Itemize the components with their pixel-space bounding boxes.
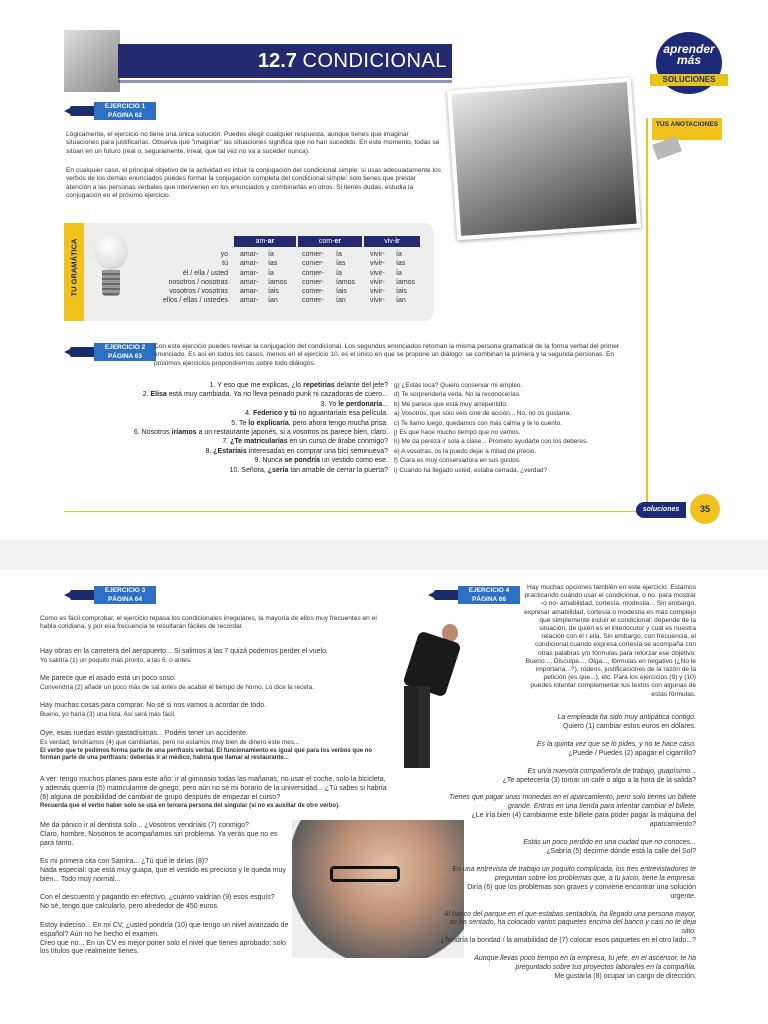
situation-answer: ¿Sabría (5) decirme dónde está la calle del Sol? [546,847,696,855]
aprender-mas-badge [650,30,730,94]
sentence-verb: Federico y tú [252,410,297,418]
pen-icon [434,590,460,600]
exercise-2-page: PÁGINA 63 [107,352,143,360]
section-title-bar [118,44,452,78]
pen-icon [70,347,96,357]
sentence-row [64,419,388,428]
sentence-text: un vestido como ese. [319,457,388,465]
dialogue-line: Hay obras en la carretera del aeropuerto... Si salimos a las 7 quizá podemos perder el vuelo. [40,648,328,655]
dialogue-line: Nada especial: que está muy guapa, que el vestido es precioso y le queda muy bien... Todo muy normal... [40,866,286,883]
dialogue-1 [40,648,380,666]
man-leg [418,686,430,768]
notes-tag: TUS ANOTACIONES [652,118,722,140]
answer-row: i) Cuando ha llegado usted, estaba cerrada, ¿verdad? [394,466,548,474]
stem-cell: comer- [302,251,324,258]
exercise-2-number: EJERCICIO 2 [104,344,146,351]
ending-cell: ías [336,260,346,268]
situation-answer: ¿Puede / Puedes (2) apagar el cigarrillo? [568,749,696,757]
answer-row: f) Clara es muy conservadora en sus gustos. [394,457,521,465]
bulb-base [102,270,120,296]
sentence-text: tan amable de cerrar la puerta? [288,466,388,474]
situation-text: En una entrevista de trabajo un poquito complicada, los tres entrevistadores te preguntan sobre los problemas que, a tu juicio, tiene la empresa. [452,865,696,882]
dialogue-8 [40,894,300,912]
situation-text: Es la quinta vez que se lo pides, y no te hace caso. [536,740,696,748]
stem-cell: vivir- [370,269,385,277]
situation-item [440,911,696,947]
sentence-text: delante del jefe? [334,382,388,389]
bulb-glass [94,232,128,270]
header-ar [234,236,296,247]
light-bulb-icon [88,230,134,314]
sentence-verb: lo explicaría [248,419,289,427]
header-ar-stem: am- [255,238,268,245]
sentence-row [64,437,388,446]
man-leg [404,686,418,768]
dialogue-7 [40,858,290,884]
ending-cell: ían [268,297,278,305]
dialogue-line: Es verdad, tendríamos (4) que cambiarlas, pero no estamos muy bien de dinero este mes... [40,738,300,746]
sentence-row [64,456,388,465]
badge-subtitle: SOLUCIONES [650,74,728,86]
sentence-text: en un curso de árabe conmigo? [287,438,388,446]
section-number: 12.7 [258,50,297,72]
ending-cell: íamos [336,278,356,286]
situation-answer: Diría (6) que los problemas son graves y conviene encontrar una solución urgente. [467,883,696,900]
nervous-man-photo [292,820,464,958]
dialogue-line: Creo que no... En un CV es mejor poner solo el nivel que tienes aprobado; solo los títulos que realmente tienes. [40,939,286,956]
person-row: vosotros / vosotras [169,288,228,296]
exercise-4-items [440,714,696,991]
stem-cell: vivir- [370,260,385,268]
situation-text: Estás un poco perdido en una ciudad que no conoces... [523,839,696,847]
situation-item [440,866,696,902]
ending-cell: ía [336,251,342,258]
grammar-strip [64,223,84,321]
header-ir-ending: ir [395,238,400,245]
er-endings-column [336,250,355,306]
stem-cell: amar- [240,260,259,268]
page-number: 35 [690,494,720,524]
persons-column [136,250,228,306]
badge-title: aprender más [663,42,715,67]
stem-cell: vivir- [370,288,385,296]
stem-cell: comer- [302,260,324,268]
ending-cell: ías [268,260,278,268]
dialogue-line: Me da pánico ir al dentista solo... ¿Vosotros vendríais (7) conmigo? [40,822,249,829]
person-row: tú [222,260,228,268]
situation-item [440,794,696,830]
ir-endings-column [396,250,415,306]
ending-cell: íais [396,288,407,296]
ending-cell: ía [336,269,342,277]
sentence-row [64,428,388,437]
sentence-text: 10. Señora, [229,466,268,474]
title-underline [118,80,452,83]
situation-answer: ¿Te apetecería (3) tomar un café o algo a la hora de la salida? [502,776,696,784]
sentence-text: 1. Y eso que me explicas, ¿lo [209,382,304,389]
exercise-3-tag [70,586,154,604]
dialogue-line: Oye, esas ruedas están gastadísimas... Podéis tener un accidente. [40,730,248,737]
dialogue-4 [40,730,380,762]
dialogue-line: Estoy indeciso... En mi CV, ¿usted pondría (10) que tengo un nivel avanzado de español? Aún no he hecho el examen. [40,922,289,938]
dialogue-line: Convendría (2) añadir un poco más de sal antes de acabar el tiempo de horno. Lo dice la receta. [40,683,314,691]
person-row: nosotros / nosotras [168,278,228,286]
person-row: él / ella / usted [182,269,228,277]
ending-cell: ías [396,260,406,268]
stem-cell: vivir- [370,297,385,305]
grammar-note: Recuerda que el verbo haber solo se usa en tercera persona del singular (si no es auxiliar de otro verbo). [40,803,340,810]
situation-item [440,839,696,857]
header-er-ending: er [334,238,342,245]
stem-cell: comer- [302,297,324,305]
dialogue-line: Me parece que el asado está un poco soso. [40,675,176,682]
dialogue-line: Claro, hombre. Nosotros te acompañamos sin problema. Ya verás que no es para tanto. [40,830,278,847]
header-er [298,236,362,247]
sentence-text: 2. [142,391,151,399]
stem-cell: vivir- [370,278,385,286]
answer-row: c) Te llamo luego, quedamos con más calma y te lo cuento. [394,419,562,427]
page-gap [0,540,768,570]
boys-photo [447,78,641,240]
sentence-verb: repetirías [303,382,335,389]
answer-row: h) Me da pereza ir sola a clase... Prometo ayudarte con los deberes. [394,438,588,446]
exercise-2-tag [70,343,154,361]
stem-cell: comer- [302,288,324,296]
situation-text: Tienes que pagar unas monedas en el aparcamiento, pero solo tienes un billete grande. Entras en una tienda para intentar cambiar el billete. [448,794,696,811]
sentence-text: 7. [222,438,231,446]
situation-answer: ¿Le iría bien (4) cambiarme este billete para poder pagar la máquina del aparcamiento? [471,812,696,829]
exercise-3-page: PÁGINA 64 [107,595,143,603]
ir-stems-column [370,250,385,306]
answer-row: e) A vosotras, os la puedo dejar a mitad de precio. [394,447,537,455]
exercise-3-number: EJERCICIO 3 [104,587,146,594]
sentence-row [64,447,388,456]
exercise-1-number: EJERCICIO 1 [104,103,146,110]
situation-item [440,955,696,982]
pen-icon [70,106,96,116]
footer-line [64,511,638,512]
answer-row: j) Es que hace mucho tiempo que no vamos. [394,429,521,437]
sentence-row [64,390,388,399]
dialogue-line: Es mi primera cita con Samira... ¿Tú qué le dirías (8)? [40,858,209,865]
notes-column-line [646,118,648,518]
sentence-text: 5. Te [231,419,249,427]
exercise-2-intro: Con este ejercicio puedes revisar la conjugación del condicional. Los segundos enunciados retoman la misma persona gramatical de la forma verbal del primer enunciado. Es así en todos los casos, menos en el ejercicio 10, es el único en que se propone un diálogo: se combinan la primera y la segunda personas. En próximos ejercicios propondremos sobre todo diálogos. [154,343,620,367]
header-ar-ending: ar [267,238,275,245]
ending-cell: íamos [396,278,416,286]
dialogue-line: Yo saldría (1) un poquito más pronto, a las 6, o antes. [40,656,192,664]
grammar-strip-label: TU GRAMÁTICA [69,238,79,297]
sentence-verb: ¿Te matricularías [230,438,288,446]
sentence-text: 8. [205,447,214,455]
ending-cell: ía [268,251,274,258]
sentence-text: a un restaurante japonés, si a vosotros os parece bien, claro. [196,429,388,437]
dialogue-5 [40,776,390,811]
sentence-verb: se pondría [284,457,320,465]
dialogue-line: Hay muchas cosas para comprar. No sé si nos vamos a acordar de todo. [40,702,267,709]
ending-cell: ían [336,297,346,305]
stem-cell: amar- [240,269,259,277]
sentence-verb: Elisa [150,391,167,399]
sentence-row [64,409,388,418]
person-row: ellos / ellas / ustedes [163,297,228,305]
sentence-row [64,466,388,475]
sentence-text: , pero ahora tengo mucha prisa. [288,419,388,427]
ending-cell: ía [396,251,402,258]
exercise-3-intro: Como es fácil comprobar, el ejercicio repasa los condicionales irregulares, la mayoría de ellos muy frecuentes en el habla cotidiana, y por esa frecuencia te resultarán fáciles de recordar. [40,615,377,631]
sentence-text: 9. Nunca [254,457,285,465]
sentence-row [64,381,388,390]
situation-text: La empleada ha sido muy antipática contigo. [557,714,696,721]
dialogue-2 [40,675,380,693]
header-ir [364,236,420,247]
situation-text: Al banco del parque en el que estabas sentado/a, ha llegado una persona mayor, se ha sentado, ha colocado varios paquetes encima del banco y casi no te deja sitio. [443,910,696,936]
sentence-text: 6. Nosotros [133,429,172,437]
sentence-text: 3. Yo [320,400,339,408]
solutions-tag: soluciones [636,502,686,518]
sentence-verb: ¿sería [267,466,289,474]
situation-text: Es un/a nuevo/a compañero/a de trabajo, guapísimo... [527,767,696,775]
dialogue-3 [40,702,380,720]
ending-cell: ían [396,297,406,305]
exercise-4-number: EJERCICIO 4 [468,587,510,594]
situation-item [440,768,696,786]
sentence-text: ... [382,400,388,408]
situation-item [440,714,696,732]
situation-item [440,741,696,759]
ending-cell: íamos [268,278,288,286]
situation-text: Aunque llevas poco tiempo en la empresa, tu jefe, en el ascensor, te ha preguntado sobre tus proyectos laborales en la compañía. [474,955,696,972]
header-er-stem: com- [318,238,335,245]
pen-icon [70,590,96,600]
exercise-1-para-2: En cualquier caso, el principal objetivo de la actividad es intuir la conjugación del condicional simple: si usas adecuadamente los verbos de los demás enunciados puedes formar la conjugación completa del condicional simple: solo tienes que prestar atención a las personas verbales que intervienen en los enunciados y combinarlas en otros. Si tienes dudas, estudia la conjugación en el próximo ejercicio. [66,167,441,200]
exercise-1-para-1: Lógicamente, el ejercicio no tiene una única solución. Puedes elegir cualquier respuesta, aunque tienes que imaginar situaciones para justificarlas. Observa que "imaginar" las situaciones significa que no han sucedido. En este momento, todas se sitúan en un futuro (real o, seguramente, irreal, que tal vez no va a suceder nunca). [66,131,440,155]
er-stems-column [302,250,324,306]
ar-endings-column [268,250,287,306]
dialogue-6 [40,822,290,848]
exercise-4-page: PÁGINA 66 [471,595,507,603]
ar-stems-column [240,250,258,306]
dialogue-line: A ver: tengo muchos planes para este año: ir al gimnasio todas las mañanas, no usar el coche, solo la bicicleta, y además querría (5) matricularme de griego, pero aún no sé mi horario de la universidad... ¿Tú sabes si habría (6) alguna de posibilidad de cambiar de grupo después de empezar el curso? [40,776,387,801]
exercise-4-tag [434,586,518,604]
answer-row: d) Te sorprendería verla. No la reconocerías. [394,391,521,399]
answer-row: a) Vosotros, que solo veis cine de acción... No, no os gustaría. [394,410,571,418]
ending-cell: ía [268,269,274,277]
dialogue-9 [40,922,290,957]
exercise-2-label [94,343,156,361]
stem-cell: amar- [240,278,259,286]
grammar-note: El verbo que te pedimos forma parte de una perífrasis verbal. El funcionamiento es igual que para los verbos que no forman parte de una perífrasis: deberías ir al médico, habría que llamar al restaurante... [40,747,373,761]
situation-answer: ¿Tendría la bondad / la amabilidad de (7) colocar esos paquetes en el otro lado...? [440,937,696,945]
answer-row: b) Me parece que está muy arrepentido. [394,400,508,408]
exercise-1-page: PÁGINA 62 [107,111,143,119]
exercise-1-tag [70,102,154,120]
stem-cell: vivir- [370,251,385,258]
exercise-1-label [94,102,156,120]
section-title: CONDICIONAL [302,50,447,72]
stem-cell: comer- [302,278,324,286]
surprised-kid-photo [64,30,120,92]
exercise-2-answers [394,381,634,475]
sentence-text: está muy cambiada. Ya no lleva peinado punk ni cazadoras de cuero... [166,391,388,399]
sentence-text: interesadas en comprar una bici seminueva? [246,447,388,455]
sentence-verb: ¿Estaríais [213,447,247,455]
exercise-3-label [94,586,156,604]
dialogue-line: Bueno, yo haría (3) una lista. Así será más fácil. [40,710,176,718]
stem-cell: amar- [240,288,259,296]
sentence-verb: le perdonaría [338,400,383,408]
stem-cell: comer- [302,269,324,277]
header-ir-stem: viv- [384,238,396,245]
situation-answer: Me gustaría (8) ocupar un cargo de dirección. [554,972,696,980]
sentence-text: 4. [245,410,253,418]
situation-answer: Quiero (1) cambiar estos euros en dólares. [562,722,696,730]
sentence-text: no aguantaríais esa película. [296,410,388,418]
stem-cell: amar- [240,297,259,305]
dialogue-line: No sé, tengo que calcularlo, pero alrededor de 450 euros. [40,902,220,910]
person-row: yo [220,251,228,258]
ending-cell: ía [396,269,402,277]
exercise-2-sentences [64,381,388,475]
answer-row: g) ¿Estás loca? Quiero conservar mi empleo. [394,382,523,389]
ending-cell: íais [336,288,347,296]
stem-cell: amar- [240,251,259,258]
ending-cell: íais [268,288,279,296]
exercise-4-label [458,586,520,604]
dialogue-line: Con el descuento y pagando en efectivo, ¿cuánto valdrían (9) esos esquís? [40,894,275,901]
glasses-icon [330,866,400,882]
sentence-verb: iríamos [171,429,197,437]
sentence-row [64,400,388,409]
exercise-4-intro: Hay muchas opciones también en este ejercicio. Estamos practicando cuándo usar el condicional, o no, para mostrar -o no- amabilidad, cortesía, modestia... Sin embargo, expresar amabilidad, cortesía o modestia es más complejo que simplemente incluir el condicional: depende de la situación, de quién es el interlocutor y cuál es nuestra relación con él / ella. Sin embargo, con frecuencia, el condicional cuando expresa cortesía se acompaña con otras palabras y/o fórmulas para reforzar ese objetivo: Bueno..., Disculpe..., Oiga..., fórmulas en negativo (¿No le importaría...?), rodeos, justificaciones de la razón de la petición (es que...), etc. Para los ejercicios (9) y (10) puedes intentar complementar tus textos con algunas de estas fórmulas. [524,584,696,698]
